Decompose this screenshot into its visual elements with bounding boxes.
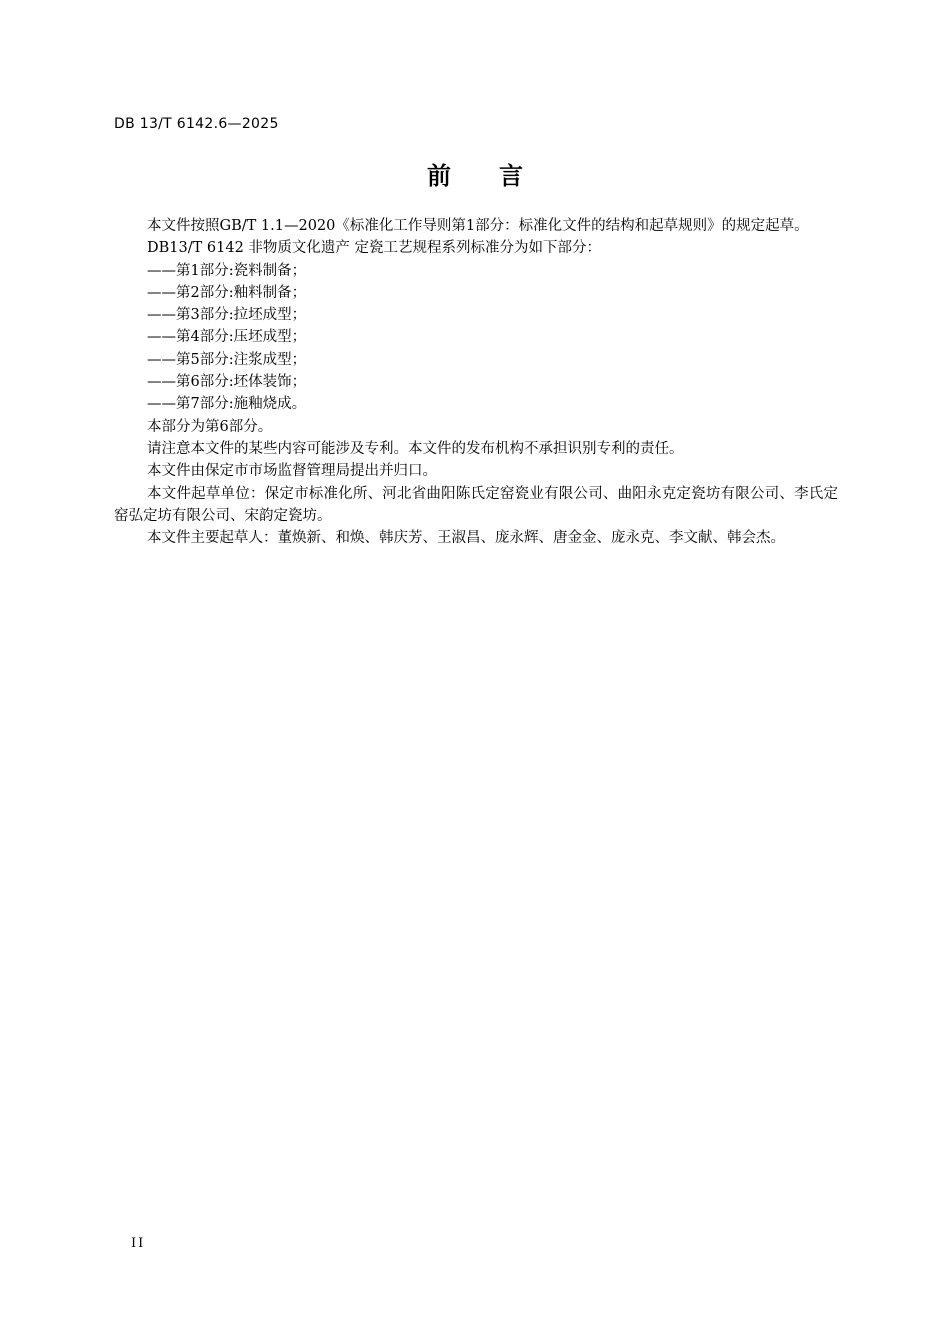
paragraph-patent-notice: 请注意本文件的某些内容可能涉及专利。本文件的发布机构不承担识别专利的责任。 bbox=[147, 440, 684, 457]
paragraph-drafters: 本文件主要起草人：董焕新、和焕、韩庆芳、王淑昌、庞永辉、唐金金、庞永克、李文献、韩会杰。 bbox=[147, 530, 785, 547]
list-item: ——第5部分:注浆成型； bbox=[147, 351, 307, 368]
paragraph-series-intro: DB13/T 6142 非物质文化遗产 定瓷工艺规程系列标准分为如下部分： bbox=[147, 240, 602, 257]
standard-code: DB 13/T 6142.6—2025 bbox=[114, 116, 279, 132]
list-item: ——第7部分:施釉烧成。 bbox=[147, 396, 307, 413]
page-title: 前言 bbox=[427, 162, 571, 190]
foreword-body bbox=[114, 215, 838, 549]
paragraph-proposer: 本文件由保定市市场监督管理局提出并归口。 bbox=[147, 463, 437, 480]
paragraph-drafting-rules: 本文件按照GB/T 1.1—2020《标准化工作导则第1部分：标准化文件的结构和起草规则》的规定起草。 bbox=[147, 218, 809, 234]
list-item: ——第3部分:拉坯成型； bbox=[147, 307, 307, 324]
list-item: ——第2部分:釉料制备； bbox=[147, 284, 307, 301]
paragraph-part-number: 本部分为第6部分。 bbox=[147, 418, 273, 435]
parts-list bbox=[114, 260, 838, 416]
page-number: II bbox=[131, 1236, 146, 1251]
list-item: ——第4部分:压坯成型； bbox=[147, 329, 307, 346]
list-item: ——第6部分:坯体装饰； bbox=[147, 374, 307, 391]
list-item: ——第1部分:瓷料制备； bbox=[147, 262, 307, 279]
paragraph-drafting-units: 本文件起草单位：保定市标准化所、河北省曲阳陈氏定窑瓷业有限公司、曲阳永克定瓷坊有限公司、李氏定窑弘定坊有限公司、宋韵定瓷坊。 bbox=[114, 485, 838, 524]
